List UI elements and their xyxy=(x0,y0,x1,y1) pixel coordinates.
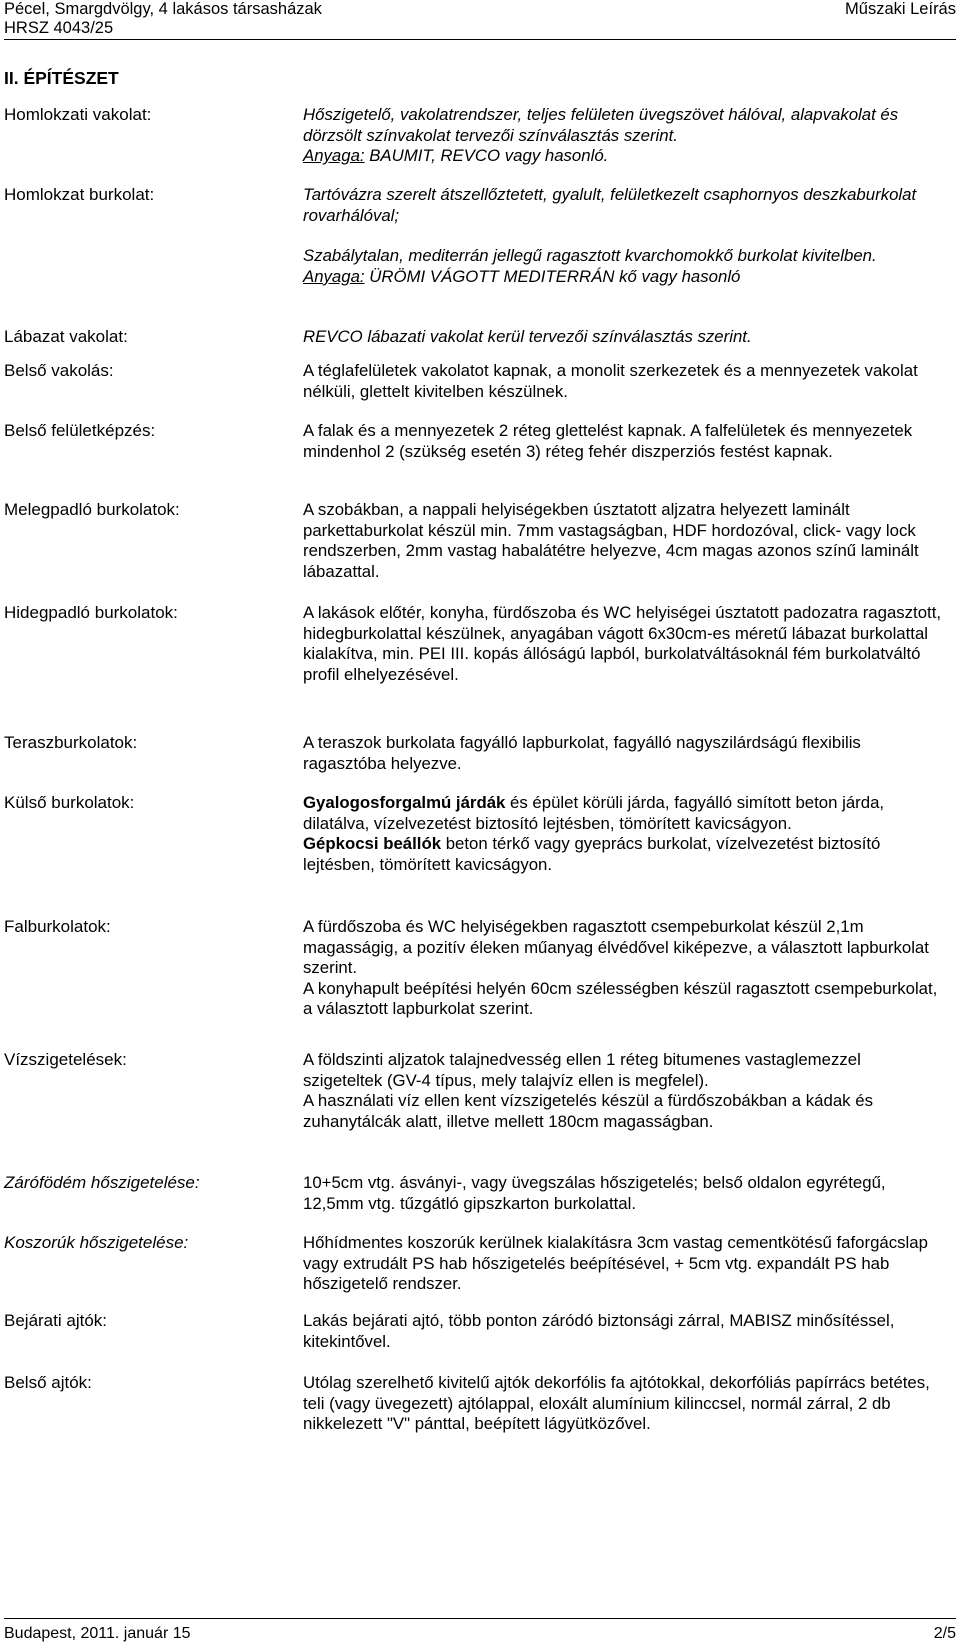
homlokzati-anyaga-label: Anyaga: xyxy=(303,146,365,166)
para-melegpadlo: A szobákban, a nappali helyiségekben úsztatott aljzatra helyezett laminált parkettaburkolat készül min. 7mm vastagságban, HDF hordozóval, click- vagy lock rendszerben, 2mm vastag habalátétre helyezve, 4cm magas azonos színű laminált lábazattal. xyxy=(303,500,919,581)
header-divider xyxy=(4,39,956,40)
para-homlokzat-burkolat: Tartóvázra szerelt átszellőztetett, gyalult, felületkezelt csaphornyos deszkaburkolat rovarhálóval; xyxy=(303,185,917,225)
footer-page-number: 2/5 xyxy=(933,1625,956,1642)
page-header xyxy=(4,0,956,38)
label-hidegpadlo: Hidegpadló burkolatok: xyxy=(4,603,178,622)
label-melegpadlo: Melegpadló burkolatok: xyxy=(4,500,180,519)
page-footer xyxy=(4,1624,956,1643)
label-kulso-burkolatok: Külső burkolatok: xyxy=(4,793,135,812)
para-belso-ajtok: Utólag szerelhető kivitelű ajtók dekorfólis fa ajtótokkal, dekorfóliás papírrács betétes, teli (vagy üvegezett) ajtólappal, eloxált alumínium kilinccsel, normál zárral, 2 db nikkelezett "V" pánttal, beépített lágyütközővel. xyxy=(303,1373,930,1434)
para-belso-feluletkepzes: A falak és a mennyezetek 2 réteg glettelést kapnak. A falfelületek és mennyezetek mindenhol 2 (szükség esetén 3) réteg fehér diszperziós festést kapnak. xyxy=(303,421,913,461)
label-homlokzati-vakolat: Homlokzati vakolat: xyxy=(4,105,152,124)
header-project: Pécel, Smargdvölgy, 4 lakásos társasházak xyxy=(4,0,322,18)
footer-place-date: Budapest, 2011. január 15 xyxy=(4,1625,191,1642)
kvarc-anyaga-text: ÜRÖMI VÁGOTT MEDITERRÁN kő vagy hasonló xyxy=(364,266,741,286)
kulso-rest-2: beton térkő vagy gyeprács burkolat, vízelvezetést biztosító lejtésben, tömörített kavicságyon. xyxy=(303,834,881,874)
para-labazat-vakolat: REVCO lábazati vakolat kerül tervezői színválasztás szerint. xyxy=(303,327,752,346)
vizszigetelesek-2: A használati víz ellen kent vízszigetelés készül a fürdőszobákban a kádak és zuhanytálcák alatt, illetve mellett 180cm magasságban. xyxy=(303,1091,873,1131)
label-koszoruk: Koszorúk hőszigetelése: xyxy=(4,1233,189,1252)
para-teraszburkolatok: A teraszok burkolata fagyálló lapburkolat, fagyálló nagyszilárdságú flexibilis ragasztóba helyezve. xyxy=(303,733,861,773)
kulso-bold-1: Gyalogosforgalmú járdák xyxy=(303,793,506,812)
label-falburkolatok: Falburkolatok: xyxy=(4,917,111,936)
homlokzati-anyaga-text: BAUMIT, REVCO vagy hasonló. xyxy=(364,146,609,166)
para-vizszigetelesek xyxy=(303,1050,943,1132)
label-belso-feluletkepzes: Belső felületképzés: xyxy=(4,421,156,440)
para-belso-vakolas: A téglafelületek vakolatot kapnak, a monolit szerkezetek és a mennyezetek vakolat nélküli, glettelt kivitelben készülnek. xyxy=(303,361,918,401)
label-teraszburkolatok: Teraszburkolatok: xyxy=(4,733,138,752)
label-zarofodem: Zárófödém hőszigetelése: xyxy=(4,1173,200,1192)
falburkolatok-1: A fürdőszoba és WC helyiségekben ragasztott csempeburkolat készül 2,1m magasságig, a pozitív éleken műanyag élvédővel kiképezve, a választott lapburkolat szerint. xyxy=(303,917,929,978)
para-kvarchomokko xyxy=(303,246,943,287)
label-belso-vakolas: Belső vakolás: xyxy=(4,361,114,380)
para-hidegpadlo: A lakások előtér, konyha, fürdőszoba és WC helyiségei úsztatott padozatra ragasztott, hidegburkolattal készülnek, anyagában vágott 6x30cm-es méretű lábazat burkolattal kialakítva, min. PEI III. kopás állóságú lapból, burkolatváltásoknál fém burkolatváltó profil elhelyezésével. xyxy=(303,603,942,684)
para-kulso-burkolatok xyxy=(303,793,943,875)
kulso-bold-2: Gépkocsi beállók xyxy=(303,834,442,854)
footer-divider xyxy=(4,1618,956,1619)
para-zarofodem: 10+5cm vtg. ásványi-, vagy üvegszálas hőszigetelés; belső oldalon egyrétegű, 12,5mm vtg. tűzgátló gipszkarton burkolattal. xyxy=(303,1173,886,1213)
kvarc-anyaga-label: Anyaga: xyxy=(303,266,365,286)
header-hrsz: HRSZ 4043/25 xyxy=(4,19,114,37)
falburkolatok-2: A konyhapult beépítési helyén 60cm szélességben készül ragasztott csempeburkolat, a választott lapburkolat szerint. xyxy=(303,978,938,1019)
para-koszoruk: Hőhídmentes koszorúk kerülnek kialakításra 3cm vastag cementkötésű faforgácslap vagy extrudált PS hab hőszigetelés beépítésével, + 5cm vtg. expandált PS hab hőszigetelő rendszer. xyxy=(303,1233,928,1294)
kvarchomokko-text: Szabálytalan, mediterrán jellegű ragasztott kvarchomokkő burkolat kivitelben. xyxy=(303,246,877,265)
para-falburkolatok xyxy=(303,917,943,1020)
label-vizszigetelesek: Vízszigetelések: xyxy=(4,1050,127,1069)
vizszigetelesek-1: A földszinti aljzatok talajnedvesség ellen 1 réteg bitumenes vastaglemezzel szigeteltek (GV-4 típus, mely talajvíz ellen is megfelel). xyxy=(303,1050,861,1090)
section-title: II. ÉPÍTÉSZET xyxy=(4,68,119,88)
label-homlokzat-burkolat: Homlokzat burkolat: xyxy=(4,185,155,204)
header-doc-type: Műszaki Leírás xyxy=(845,0,956,18)
label-bejarati-ajtok: Bejárati ajtók: xyxy=(4,1311,107,1330)
para-bejarati-ajtok: Lakás bejárati ajtó, több ponton záródó biztonsági zárral, MABISZ minősítéssel, kitekintővel. xyxy=(303,1311,895,1351)
homlokzati-vakolat-text: Hőszigetelő, vakolatrendszer, teljes felületen üvegszövet hálóval, alapvakolat és dörzsölt színvakolat tervezői színválasztás szerint. xyxy=(303,105,899,145)
label-belso-ajtok: Belső ajtók: xyxy=(4,1373,92,1392)
label-labazat-vakolat: Lábazat vakolat: xyxy=(4,327,128,346)
para-homlokzati-vakolat xyxy=(303,105,943,167)
kulso-rest-1: és épület körüli járda, fagyálló simított beton járda, dilatálva, vízelvezetést biztosító lejtésben, tömörített kavicságyon. xyxy=(303,793,885,833)
